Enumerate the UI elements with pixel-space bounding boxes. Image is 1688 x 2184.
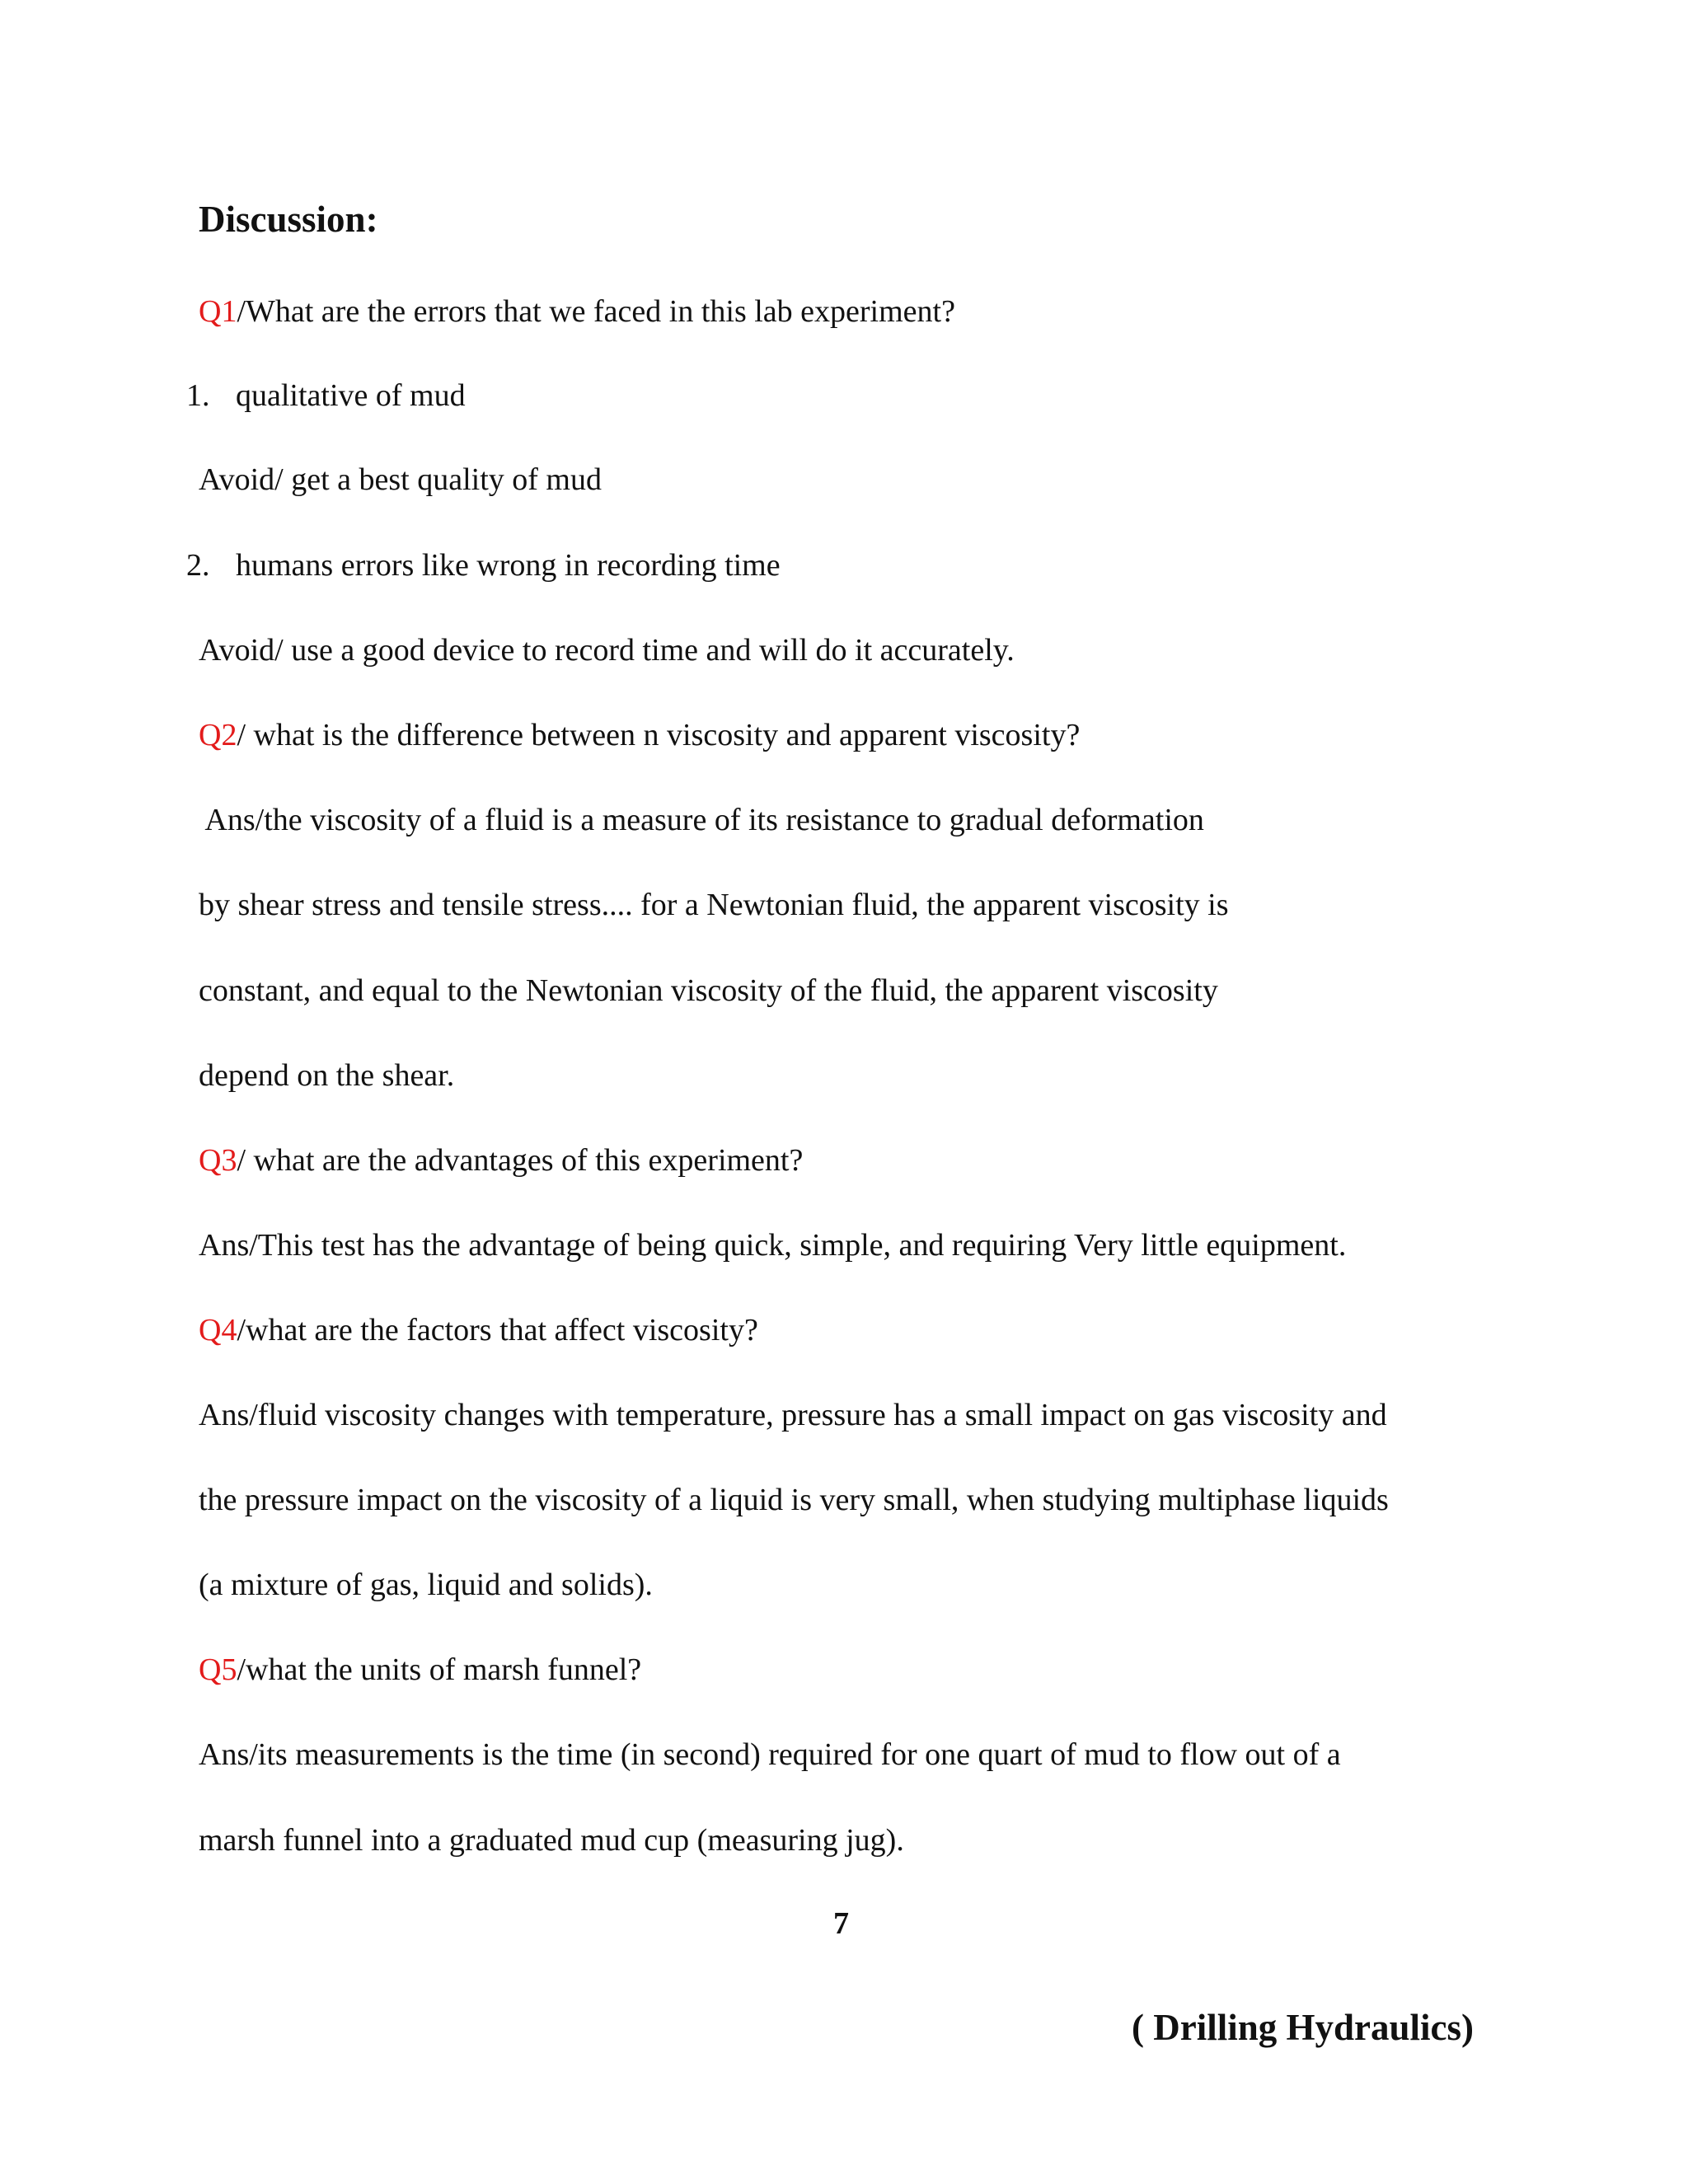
question-4-text: /what are the factors that affect viscosity? [237,1313,758,1347]
discussion-heading: Discussion: [199,199,378,240]
question-4-label: Q4 [199,1313,237,1347]
answer-3-line-1: Ans/This test has the advantage of being quick, simple, and requiring Very little equipment. [199,1228,1347,1263]
page-number: 7 [833,1906,849,1941]
list-item-2: humans errors like wrong in recording time [236,548,781,583]
question-5-label: Q5 [199,1652,237,1687]
footer-title: ( Drilling Hydraulics) [1132,2007,1474,2048]
list-number-1: 1. [186,378,210,413]
answer-4-line-2: the pressure impact on the viscosity of a liquid is very small, when studying multiphase liquids [199,1483,1389,1517]
answer-2-line-1: Ans/the viscosity of a fluid is a measure of its resistance to gradual deformation [199,803,1204,837]
question-2-text: / what is the difference between n viscosity and apparent viscosity? [237,718,1081,752]
list-number-2: 2. [186,548,210,583]
answer-2-line-3: constant, and equal to the Newtonian viscosity of the fluid, the apparent viscosity [199,973,1218,1008]
answer-2-line-2: by shear stress and tensile stress.... for a Newtonian fluid, the apparent viscosity is [199,888,1229,922]
question-2-label: Q2 [199,718,237,752]
question-3-label: Q3 [199,1143,237,1178]
answer-5-line-2: marsh funnel into a graduated mud cup (measuring jug). [199,1823,904,1858]
answer-5-line-1: Ans/its measurements is the time (in second) required for one quart of mud to flow out of a [199,1737,1341,1772]
question-1-label: Q1 [199,294,237,329]
answer-4-line-1: Ans/fluid viscosity changes with temperature, pressure has a small impact on gas viscosity and [199,1398,1387,1432]
avoid-line-2: Avoid/ use a good device to record time and will do it accurately. [199,633,1015,668]
answer-2-line-4: depend on the shear. [199,1058,455,1093]
list-item-1: qualitative of mud [236,378,466,413]
avoid-line-1: Avoid/ get a best quality of mud [199,462,602,497]
answer-4-line-3: (a mixture of gas, liquid and solids). [199,1568,653,1602]
question-5 [199,1652,641,1688]
question-3 [199,1142,803,1179]
question-4 [199,1312,758,1348]
question-1 [199,293,955,330]
question-3-text: / what are the advantages of this experiment? [237,1143,804,1178]
question-2 [199,717,1080,753]
question-5-text: /what the units of marsh funnel? [237,1652,642,1687]
question-1-text: /What are the errors that we faced in this lab experiment? [237,294,955,329]
